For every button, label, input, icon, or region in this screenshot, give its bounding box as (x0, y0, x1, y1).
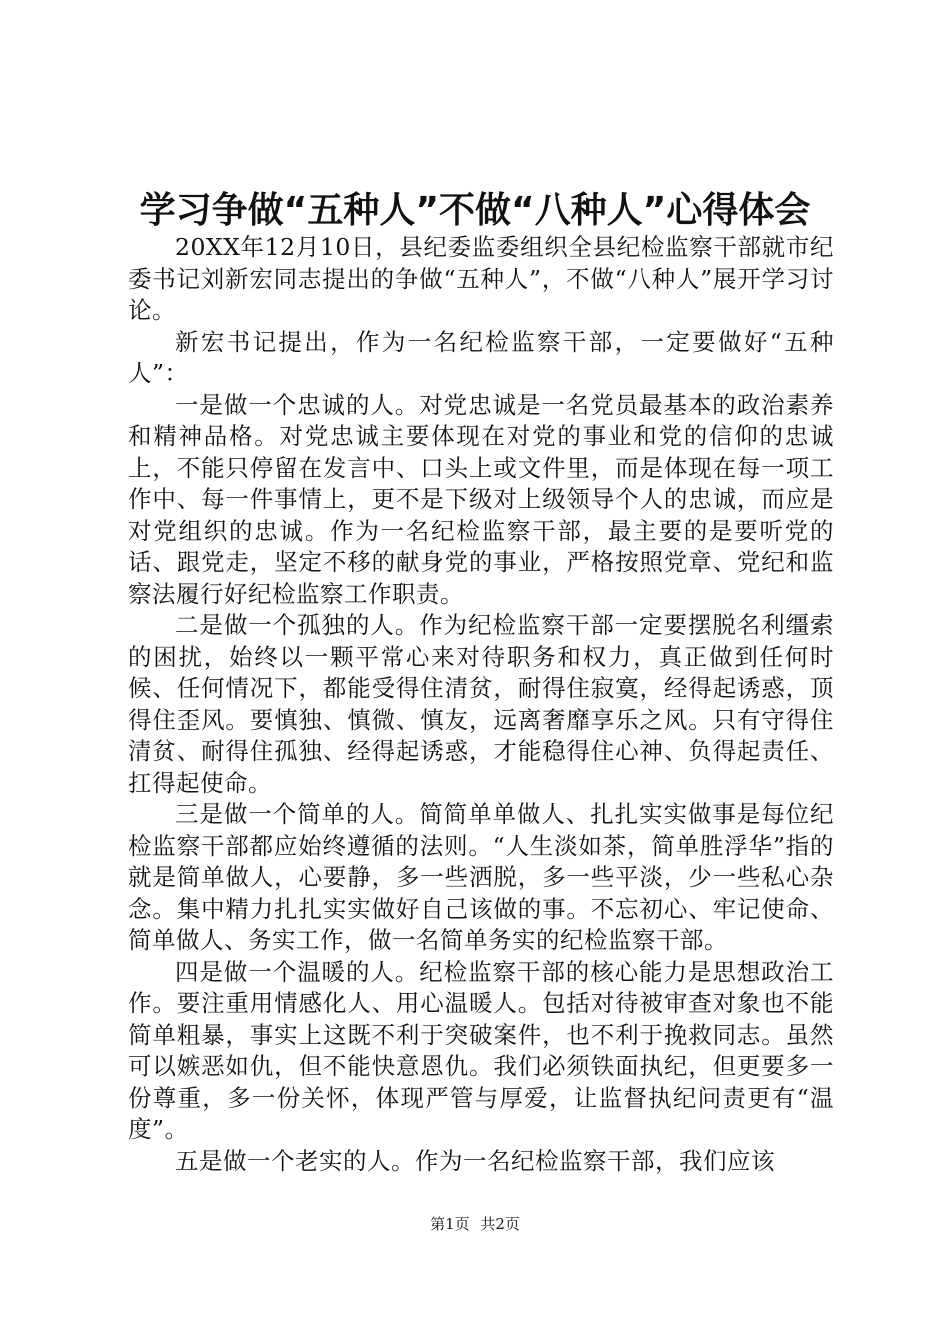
page-footer (0, 1214, 950, 1234)
paragraph-point-5: 五是做一个老实的人。作为一名纪检监察干部，我们应该 (175, 1146, 775, 1175)
paragraph-point-2: 二是做一个孤独的人。作为纪检监察干部一定要摆脱名利缰索的困扰，始终以一颗平常心来对待职务和权力，真正做到任何时候、任何情况下，都能受得住清贫，耐得住寂寞，经得起诱惑，顶得住歪风。要慎独、慎微、慎友，远离奢靡享乐之风。只有守得住清贫、耐得住孤独、经得起诱惑，才能稳得住心神、负得起责任、扛得起使命。 (128, 611, 834, 797)
paragraph-point-3: 三是做一个简单的人。简简单单做人、扎扎实实做事是每位纪检监察干部都应始终遵循的法则。“人生淡如茶，简单胜浮华”指的就是简单做人，心要静，多一些洒脱，多一些平淡，少一些私心杂念。集中精力扎扎实实做好自己该做的事。不忘初心、牢记使命、简单做人、务实工作，做一名简单务实的纪检监察干部。 (128, 800, 834, 954)
paragraph-intro: 20XX年12月10日，县纪委监委组织全县纪检监察干部就市纪委书记刘新宏同志提出的争做“五种人”，不做“八种人”展开学习讨论。 (128, 233, 834, 324)
page-total: 共2页 (480, 1215, 520, 1233)
document-title: 学习争做“五种人”不做“八种人”心得体会 (139, 190, 811, 231)
document-body (128, 232, 834, 1177)
paragraph-point-4: 四是做一个温暖的人。纪检监察干部的核心能力是思想政治工作。要注重用情感化人、用心温暖人。包括对待被审查对象也不能简单粗暴，事实上这既不利于突破案件，也不利于挽救同志。虽然可以嫉恶如仇，但不能快意恩仇。我们必须铁面执纪，但更要多一份尊重，多一份关怀，体现严管与厚爱，让监督执纪问责更有“温度”。 (128, 957, 834, 1143)
paragraph-point-1: 一是做一个忠诚的人。对党忠诚是一名党员最基本的政治素养和精神品格。对党忠诚主要体现在对党的事业和党的信仰的忠诚上，不能只停留在发言中、口头上或文件里，而是体现在每一项工作中、每一件事情上，更不是下级对上级领导个人的忠诚，而应是对党组织的忠诚。作为一名纪检监察干部，最主要的是要听党的话、跟党走，坚定不移的献身党的事业，严格按照党章、党纪和监察法履行好纪检监察工作职责。 (128, 390, 834, 608)
page-number: 第1页 (430, 1215, 470, 1233)
paragraph-lead: 新宏书记提出，作为一名纪检监察干部，一定要做好“五种人”： (128, 327, 834, 387)
